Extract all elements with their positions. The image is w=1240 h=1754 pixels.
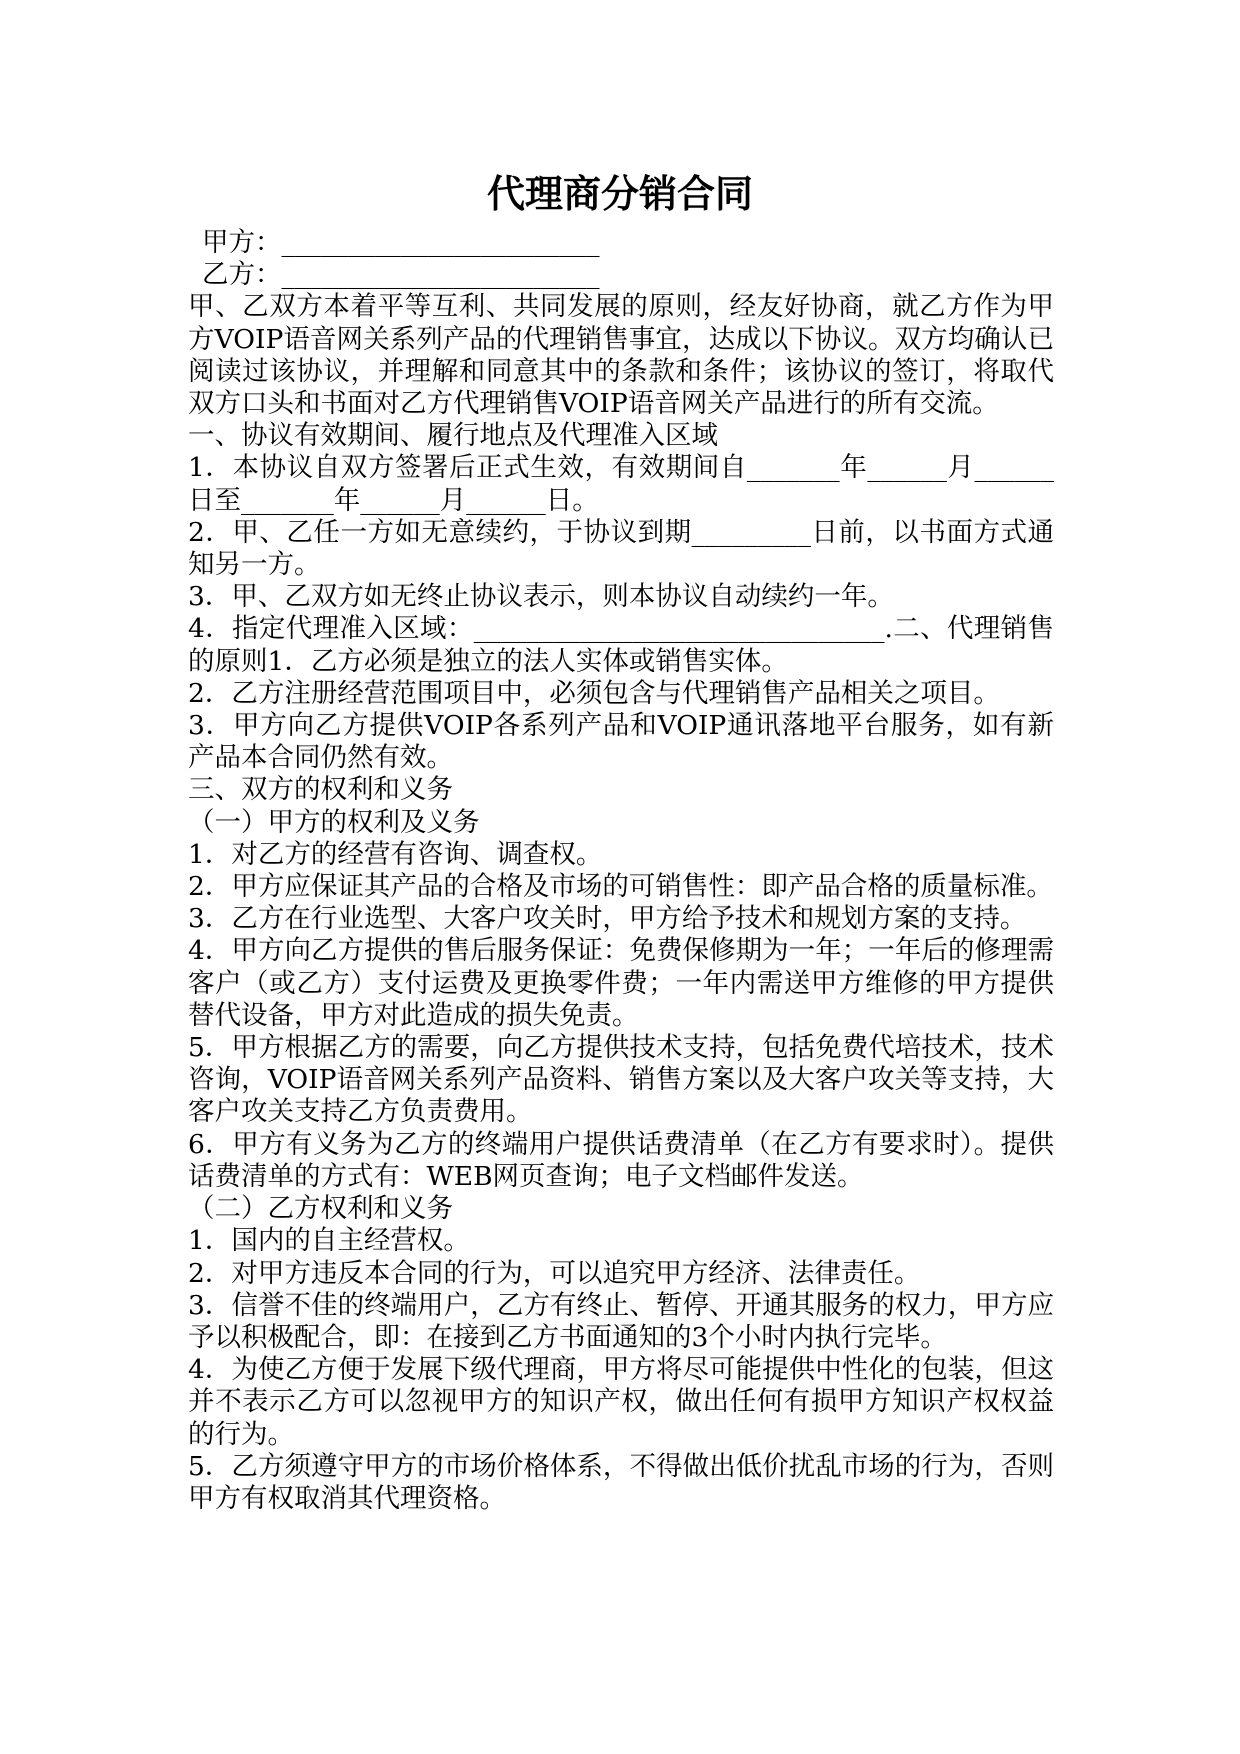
clause-paragraph: 6．甲方有义务为乙方的终端用户提供话费清单（在乙方有要求时）。提供话费清单的方式有：WEB网页查询；电子文档邮件发送。: [188, 1128, 1054, 1192]
clause-paragraph: 2．对甲方违反本合同的行为，可以追究甲方经济、法律责任。: [188, 1257, 921, 1289]
document-title: 代理商分销合同: [486, 172, 753, 216]
clause-paragraph: 2．乙方注册经营范围项目中，必须包含与代理销售产品相关之项目。: [188, 677, 1000, 709]
clause-paragraph: 3．乙方在行业选型、大客户攻关时，甲方给予技术和规划方案的支持。: [188, 903, 1027, 935]
clause-paragraph: 3．信誉不佳的终端用户，乙方有终止、暂停、开通其服务的权力，甲方应予以积极配合，即：在接到乙方书面通知的3个小时内执行完毕。: [188, 1289, 1054, 1353]
clause-paragraph: 3．甲方向乙方提供VOIP各系列产品和VOIP通讯落地平台服务，如有新产品本合同仍然有效。: [188, 710, 1054, 774]
preamble-paragraph: 甲、乙双方本着平等互利、共同发展的原则，经友好协商，就乙方作为甲方VOIP语音网关系列产品的代理销售事宜，达成以下协议。双方均确认已阅读过该协议，并理解和同意其中的条款和条件；该协议的签订，将取代双方口头和书面对乙方代理销售VOIP语音网关产品进行的所有交流。: [188, 291, 1054, 420]
clause-paragraph: 1．国内的自主经营权。: [188, 1225, 470, 1257]
clause-paragraph: 4．为使乙方便于发展下级代理商，甲方将尽可能提供中性化的包装，但这并不表示乙方可以忽视甲方的知识产权，做出任何有损甲方知识产权权益的行为。: [188, 1354, 1054, 1450]
party-a-line: 甲方：________________________: [202, 227, 600, 258]
clause-paragraph: 5．甲方根据乙方的需要，向乙方提供技术支持，包括免费代培技术，技术咨询，VOIP语音网关系列产品资料、销售方案以及大客户攻关等支持，大客户攻关支持乙方负责费用。: [188, 1032, 1054, 1128]
subsection-heading: （二）乙方权利和义务: [188, 1193, 453, 1225]
contract-body: [188, 227, 1054, 1515]
clause-paragraph: 3．甲、乙双方如无终止协议表示，则本协议自动续约一年。: [188, 581, 894, 613]
clause-paragraph: 2．甲、乙任一方如无意续约，于协议到期_________日前，以书面方式通知另一方。: [188, 516, 1054, 581]
section-heading: 三、双方的权利和义务: [188, 774, 453, 806]
clause-paragraph: 4．指定代理准入区域：_______________________________.二、代理销售的原则1．乙方必须是独立的法人实体或销售实体。: [188, 613, 1054, 677]
clause-paragraph: 1．对乙方的经营有咨询、调查权。: [188, 838, 603, 870]
section-heading: 一、协议有效期间、履行地点及代理准入区域: [188, 420, 718, 452]
clause-paragraph: 2．甲方应保证其产品的合格及市场的可销售性：即产品合格的质量标准。: [188, 871, 1053, 903]
clause-paragraph: 5．乙方须遵守甲方的市场价格体系，不得做出低价扰乱市场的行为，否则甲方有权取消其代理资格。: [188, 1450, 1054, 1514]
subsection-heading: （一）甲方的权利及义务: [188, 806, 480, 838]
clause-paragraph: 4．甲方向乙方提供的售后服务保证：免费保修期为一年；一年后的修理需客户（或乙方）支付运费及更换零件费；一年内需送甲方维修的甲方提供替代设备，甲方对此造成的损失免责。: [188, 935, 1054, 1031]
clause-paragraph: 1．本协议自双方签署后正式生效，有效期间自_______年______月______日至_______年______月______日。: [188, 452, 1054, 516]
party-b-line: 乙方：________________________: [202, 259, 600, 291]
